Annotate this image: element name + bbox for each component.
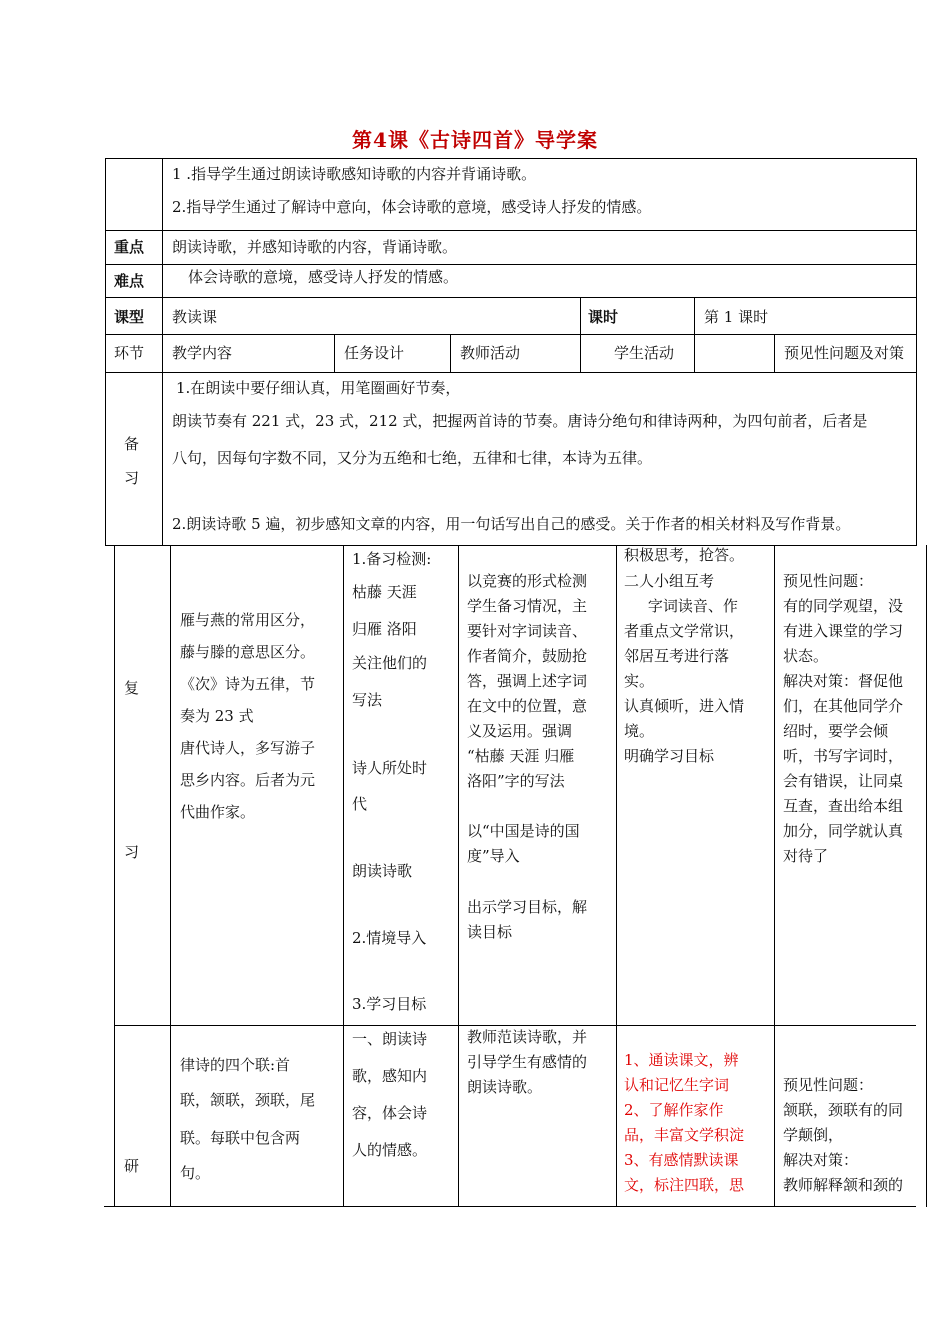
review-task: 关注他们的 (352, 654, 428, 672)
review-student-line: 认真倾听，进入情 (624, 697, 745, 715)
review-issue-line: 有的同学观望，没 (783, 597, 904, 615)
study-label: 研 (124, 1157, 140, 1175)
study-content-line: 句。 (180, 1164, 211, 1182)
header-stage: 环节 (114, 344, 145, 362)
study-issue-line: 教师解释颔和颈的 (783, 1176, 904, 1194)
study-student-line: 2、了解作家作 (624, 1101, 724, 1119)
list-item: 《次》诗为五律，节 (180, 675, 316, 693)
review-issue-line: 绍时，要学会倾 (783, 722, 889, 740)
preview-line-2: 朗读节奏有 221 式，23 式，212 式，把握两首诗的节奏。唐诗分绝句和律诗两种，为四句前者，后者是 (172, 412, 868, 430)
study-teacher-line: 朗读诗歌。 (467, 1078, 543, 1096)
review-teacher-line: 义及运用。强调 (467, 722, 573, 740)
review-task: 1.备习检测: (352, 550, 432, 568)
study-student-line: 3、有感情默读课 (624, 1151, 739, 1169)
list-item: 雁与燕的常用区分， (180, 611, 316, 629)
review-teacher-line: 学生备习情况，主 (467, 597, 588, 615)
review-task: 朗读诗歌 (352, 862, 413, 880)
review-issue-line: 有进入课堂的学习 (783, 622, 904, 640)
preview-label-2: 习 (124, 469, 140, 487)
study-issue-line: 学颠倒， (783, 1126, 844, 1144)
objective-1: 1 .指导学生通过朗读诗歌感知诗歌的内容并背诵诗歌。 (172, 165, 537, 183)
difficulty-label: 难点 (114, 272, 145, 290)
study-issue-line: 预见性问题： (783, 1076, 874, 1094)
review-issue-line: 会有错误，让同桌 (783, 772, 904, 790)
review-teacher-line: 以“中国是诗的国 (467, 822, 580, 840)
review-label-2: 习 (124, 843, 140, 861)
study-issue-line: 颔联，颈联有的同 (783, 1101, 904, 1119)
key-point-text: 朗读诗歌，并感知诗歌的内容，背诵诗歌。 (172, 238, 458, 256)
preview-line-3: 八句，因每句字数不同，又分为五绝和七绝，五律和七律，本诗为五律。 (172, 449, 653, 467)
review-task: 3.学习目标 (352, 995, 427, 1013)
study-student-line: 文，标注四联，思 (624, 1176, 745, 1194)
review-teacher-line: “枯藤 天涯 归雁 (467, 747, 575, 765)
review-teacher-line: 在文中的位置，意 (467, 697, 588, 715)
review-issue-line: 加分，同学就认真 (783, 822, 904, 840)
review-student-line: 二人小组互考 (624, 572, 715, 590)
review-teacher-line: 以竞赛的形式检测 (467, 572, 588, 590)
review-teacher-line: 作者简介，鼓励抢 (467, 647, 588, 665)
study-task-line: 人的情感。 (352, 1141, 428, 1159)
period-label: 课时 (588, 308, 619, 326)
study-task-line: 一、朗读诗 (352, 1030, 428, 1048)
list-item: 思乡内容。后者为元 (180, 771, 316, 789)
study-issue-line: 解决对策： (783, 1151, 859, 1169)
study-student-line: 认和记忆生字词 (624, 1076, 730, 1094)
study-teacher-line: 教师范读诗歌，并 (467, 1028, 588, 1046)
preview-line-1: 1.在朗读中要仔细认真，用笔圈画好节奏， (176, 379, 461, 397)
review-student-line: 积极思考，抢答。 (624, 546, 745, 564)
header-tasks: 任务设计 (344, 344, 405, 362)
review-student-line: 境。 (624, 722, 655, 740)
review-student-line: 字词读音、作 (624, 597, 738, 615)
study-content-line: 联。每联中包含两 (180, 1129, 301, 1147)
difficulty-text: 体会诗歌的意境，感受诗人抒发的情感。 (188, 268, 459, 286)
review-student-line: 明确学习目标 (624, 747, 715, 765)
review-issue-line: 预见性问题： (783, 572, 874, 590)
review-task: 2.情境导入 (352, 929, 427, 947)
review-issue-line: 状态。 (783, 647, 829, 665)
review-task: 写法 (352, 691, 383, 709)
study-task-line: 容，体会诗 (352, 1104, 428, 1122)
review-issue-line: 们，在其他同学介 (783, 697, 904, 715)
list-item: 唐代诗人，多写游子 (180, 739, 316, 757)
header-content: 教学内容 (172, 344, 233, 362)
review-issue-line: 听，书写字词时， (783, 747, 904, 765)
review-content (180, 604, 338, 828)
review-task: 归雁 洛阳 (352, 620, 417, 638)
preview-line-4: 2.朗读诗歌 5 遍，初步感知文章的内容，用一句话写出自己的感受。关于作者的相关材料及写作背景。 (172, 515, 851, 533)
study-teacher-line: 引导学生有感情的 (467, 1053, 588, 1071)
review-task: 诗人所处时 (352, 759, 428, 777)
study-task-line: 歌，感知内 (352, 1067, 428, 1085)
key-point-label: 重点 (114, 238, 145, 256)
review-teacher-line: 度”导入 (467, 847, 520, 865)
lesson-type-label: 课型 (114, 308, 145, 326)
review-label-1: 复 (124, 679, 140, 697)
study-content-line: 联，颔联，颈联，尾 (180, 1091, 316, 1109)
study-student-line: 品，丰富文学积淀 (624, 1126, 745, 1144)
review-issue-line: 解决对策：督促他 (783, 672, 904, 690)
preview-label-1: 备 (124, 435, 140, 453)
review-task: 枯藤 天涯 (352, 583, 417, 601)
list-item: 奏为 23 式 (180, 707, 254, 725)
objective-2: 2.指导学生通过了解诗中意向，体会诗歌的意境，感受诗人抒发的情感。 (172, 198, 652, 216)
header-teacher: 教师活动 (460, 344, 521, 362)
review-issue-line: 对待了 (783, 847, 829, 865)
review-student-line: 邻居互考进行落 (624, 647, 730, 665)
header-student: 学生活动 (614, 344, 675, 362)
review-teacher-line: 读目标 (467, 923, 513, 941)
list-item: 藤与滕的意思区分。 (180, 643, 316, 661)
review-teacher-line: 要针对字词读音、 (467, 622, 588, 640)
period-value: 第 1 课时 (704, 308, 769, 326)
study-content-line: 律诗的四个联:首 (180, 1056, 291, 1074)
review-teacher-line: 出示学习目标，解 (467, 898, 588, 916)
review-student-line: 者重点文学常识， (624, 622, 745, 640)
review-teacher-line: 答，强调上述字词 (467, 672, 588, 690)
header-issues: 预见性问题及对策 (784, 344, 905, 362)
lesson-type-value: 教读课 (172, 308, 218, 326)
review-teacher-line: 洛阳”字的写法 (467, 772, 565, 790)
review-issue-line: 互查，查出给本组 (783, 797, 904, 815)
review-task: 代 (352, 795, 368, 813)
study-student-line: 1、通读课文，辨 (624, 1051, 739, 1069)
list-item: 代曲作家。 (180, 803, 256, 821)
review-student-line: 实。 (624, 672, 655, 690)
page-title: 第4课《古诗四首》导学案 (352, 128, 598, 152)
